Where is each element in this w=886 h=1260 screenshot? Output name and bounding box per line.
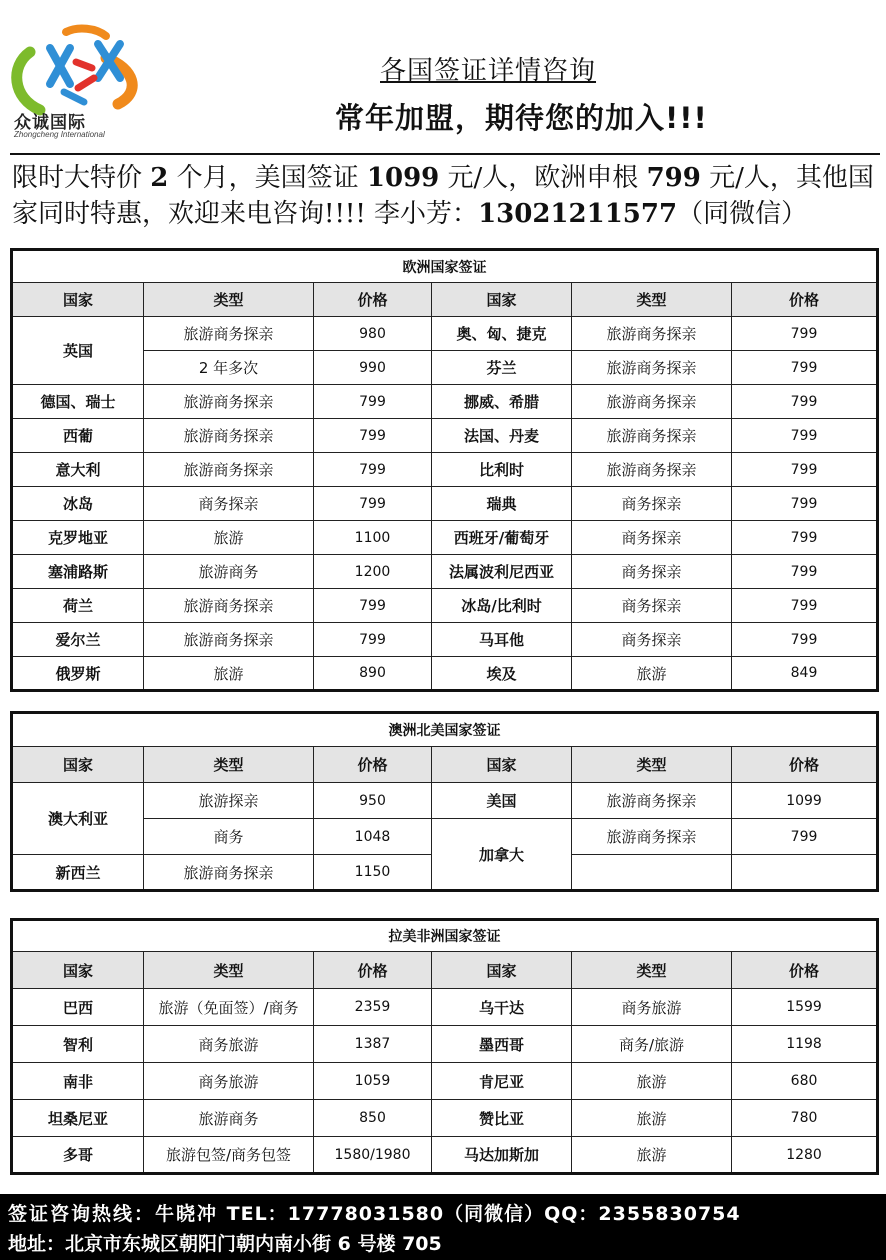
header-price: 价格 — [732, 952, 878, 989]
promo-eu-price: 799 — [646, 163, 701, 193]
oceania-na-visa-table — [10, 711, 879, 892]
price-cell: 1198 — [732, 1026, 878, 1063]
type-cell: 旅游商务探亲 — [144, 419, 314, 453]
type-cell: 商务旅游 — [144, 1026, 314, 1063]
header-price: 价格 — [314, 747, 432, 783]
promo-text-part: 元/人，其他国 — [700, 163, 874, 193]
price-cell: 799 — [732, 453, 878, 487]
header-country: 国家 — [12, 952, 144, 989]
country-cell: 英国 — [12, 317, 144, 385]
header-type: 类型 — [144, 952, 314, 989]
promo-text-part: （同微信） — [677, 199, 808, 229]
type-cell: 旅游商务探亲 — [572, 385, 732, 419]
footer-hotline-line — [8, 1199, 741, 1226]
type-cell: 旅游商务探亲 — [144, 453, 314, 487]
country-cell: 赞比亚 — [432, 1100, 572, 1137]
price-cell: 799 — [732, 819, 878, 855]
type-cell: 商务旅游 — [572, 989, 732, 1026]
type-cell: 商务探亲 — [572, 623, 732, 657]
price-cell: 799 — [314, 589, 432, 623]
type-cell: 旅游包签/商务包签 — [144, 1137, 314, 1174]
promo-text — [12, 160, 878, 232]
footer-contact-bar — [0, 1194, 886, 1260]
country-cell: 乌干达 — [432, 989, 572, 1026]
promo-text-part: 元/人，欧洲申根 — [439, 163, 647, 193]
logo-name: 众诚国际 — [14, 113, 86, 133]
empty-cell — [732, 855, 878, 891]
country-cell: 南非 — [12, 1063, 144, 1100]
country-cell: 意大利 — [12, 453, 144, 487]
type-cell: 旅游商务 — [144, 1100, 314, 1137]
table-row — [12, 1137, 878, 1174]
price-cell: 1100 — [314, 521, 432, 555]
price-cell: 1599 — [732, 989, 878, 1026]
price-cell: 799 — [314, 385, 432, 419]
table-row — [12, 487, 878, 521]
table-row — [12, 555, 878, 589]
type-cell: 旅游商务探亲 — [572, 783, 732, 819]
price-cell: 890 — [314, 657, 432, 691]
type-cell: 商务探亲 — [572, 589, 732, 623]
type-cell: 旅游 — [144, 657, 314, 691]
country-cell: 爱尔兰 — [12, 623, 144, 657]
header-country: 国家 — [432, 747, 572, 783]
table-title: 欧洲国家签证 — [12, 250, 878, 283]
price-cell: 2359 — [314, 989, 432, 1026]
empty-cell — [572, 855, 732, 891]
country-cell: 俄罗斯 — [12, 657, 144, 691]
price-cell: 799 — [732, 623, 878, 657]
price-cell: 849 — [732, 657, 878, 691]
price-cell: 799 — [314, 419, 432, 453]
footer-address: 地址：北京市东城区朝阳门朝内南小街 6 号楼 705 — [8, 1233, 442, 1255]
logo-orange-top — [66, 29, 106, 36]
type-cell: 旅游探亲 — [144, 783, 314, 819]
price-cell: 1200 — [314, 555, 432, 589]
price-cell: 799 — [314, 487, 432, 521]
country-cell: 坦桑尼亚 — [12, 1100, 144, 1137]
header-price: 价格 — [314, 283, 432, 317]
country-cell: 荷兰 — [12, 589, 144, 623]
promo-text-part: 个月，美国签证 — [168, 163, 367, 193]
price-cell: 799 — [732, 385, 878, 419]
price-cell: 1059 — [314, 1063, 432, 1100]
type-cell: 2 年多次 — [144, 351, 314, 385]
type-cell: 旅游商务探亲 — [572, 419, 732, 453]
country-cell: 挪威、希腊 — [432, 385, 572, 419]
type-cell: 商务探亲 — [572, 555, 732, 589]
table-row — [12, 419, 878, 453]
header-country: 国家 — [12, 747, 144, 783]
header-type: 类型 — [572, 952, 732, 989]
price-cell: 1387 — [314, 1026, 432, 1063]
table-title: 拉美非洲国家签证 — [12, 920, 878, 952]
header-price: 价格 — [314, 952, 432, 989]
header-divider — [10, 153, 880, 155]
table-row — [12, 521, 878, 555]
table-row — [12, 385, 878, 419]
europe-visa-table — [10, 248, 879, 692]
promo-text-part: 限时大特价 — [12, 163, 151, 193]
table-title: 澳洲北美国家签证 — [12, 713, 878, 747]
price-cell: 1150 — [314, 855, 432, 891]
type-cell: 商务 — [144, 819, 314, 855]
page-title: 各国签证详情咨询 — [380, 56, 597, 86]
latam-africa-visa-table — [10, 918, 879, 1175]
country-cell: 新西兰 — [12, 855, 144, 891]
price-cell: 780 — [732, 1100, 878, 1137]
price-cell: 799 — [732, 521, 878, 555]
header-country: 国家 — [12, 283, 144, 317]
header-type: 类型 — [144, 747, 314, 783]
price-cell: 850 — [314, 1100, 432, 1137]
price-cell: 1280 — [732, 1137, 878, 1174]
header-price: 价格 — [732, 283, 878, 317]
country-cell: 法国、丹麦 — [432, 419, 572, 453]
table-row — [12, 453, 878, 487]
country-cell: 法属波利尼西亚 — [432, 555, 572, 589]
table-row — [12, 623, 878, 657]
country-cell: 澳大利亚 — [12, 783, 144, 855]
type-cell: 商务/旅游 — [572, 1026, 732, 1063]
price-cell: 1099 — [732, 783, 878, 819]
header-country: 国家 — [432, 283, 572, 317]
header-price: 价格 — [732, 747, 878, 783]
country-cell: 瑞典 — [432, 487, 572, 521]
table-row — [12, 657, 878, 691]
table-row — [12, 1100, 878, 1137]
promo-phone: 13021211577 — [478, 199, 678, 229]
country-cell: 加拿大 — [432, 819, 572, 891]
price-cell: 799 — [732, 351, 878, 385]
country-cell: 马耳他 — [432, 623, 572, 657]
type-cell: 旅游商务 — [144, 555, 314, 589]
price-cell: 950 — [314, 783, 432, 819]
country-cell: 克罗地亚 — [12, 521, 144, 555]
type-cell: 旅游（免面签）/商务 — [144, 989, 314, 1026]
country-cell: 西葡 — [12, 419, 144, 453]
country-cell: 比利时 — [432, 453, 572, 487]
country-cell: 肯尼亚 — [432, 1063, 572, 1100]
table-row — [12, 989, 878, 1026]
price-cell: 799 — [732, 555, 878, 589]
type-cell: 商务探亲 — [572, 487, 732, 521]
table-row — [12, 589, 878, 623]
type-cell: 旅游商务探亲 — [572, 819, 732, 855]
country-cell: 德国、瑞士 — [12, 385, 144, 419]
type-cell: 旅游商务探亲 — [144, 317, 314, 351]
type-cell: 旅游商务探亲 — [572, 453, 732, 487]
promo-us-price: 1099 — [366, 163, 440, 193]
header-country: 国家 — [432, 952, 572, 989]
country-cell: 墨西哥 — [432, 1026, 572, 1063]
country-cell: 马达加斯加 — [432, 1137, 572, 1174]
country-cell: 巴西 — [12, 989, 144, 1026]
type-cell: 旅游 — [144, 521, 314, 555]
logo-blue-bottom — [64, 92, 84, 102]
country-cell: 智利 — [12, 1026, 144, 1063]
table-row — [12, 317, 878, 351]
country-cell: 美国 — [432, 783, 572, 819]
type-cell: 旅游商务探亲 — [144, 589, 314, 623]
country-cell: 芬兰 — [432, 351, 572, 385]
country-cell: 西班牙/葡萄牙 — [432, 521, 572, 555]
footer-tel-qq: TEL：17778031580（同微信）QQ：2355830754 — [226, 1203, 741, 1225]
table-row — [12, 783, 878, 819]
table-row — [12, 1026, 878, 1063]
price-cell: 980 — [314, 317, 432, 351]
logo-red-mark — [76, 62, 94, 88]
type-cell: 旅游商务探亲 — [144, 855, 314, 891]
logo-subtitle: Zhongcheng International — [14, 130, 105, 139]
page-subtitle: 常年加盟，期待您的加入!!! — [335, 101, 708, 135]
type-cell: 旅游 — [572, 1100, 732, 1137]
price-cell: 799 — [732, 419, 878, 453]
country-cell: 埃及 — [432, 657, 572, 691]
type-cell: 旅游商务探亲 — [572, 317, 732, 351]
promo-text-part: 家同时特惠，欢迎来电咨询!!!! 李小芳： — [12, 199, 479, 229]
header-type: 类型 — [144, 283, 314, 317]
price-cell: 680 — [732, 1063, 878, 1100]
country-cell: 塞浦路斯 — [12, 555, 144, 589]
type-cell: 商务旅游 — [144, 1063, 314, 1100]
price-cell: 799 — [314, 453, 432, 487]
type-cell: 旅游商务探亲 — [572, 351, 732, 385]
type-cell: 商务探亲 — [144, 487, 314, 521]
country-cell: 多哥 — [12, 1137, 144, 1174]
price-cell: 799 — [732, 487, 878, 521]
header-type: 类型 — [572, 747, 732, 783]
type-cell: 旅游 — [572, 1063, 732, 1100]
type-cell: 旅游 — [572, 657, 732, 691]
country-cell: 奥、匈、捷克 — [432, 317, 572, 351]
price-cell: 799 — [314, 623, 432, 657]
price-cell: 799 — [732, 317, 878, 351]
country-cell: 冰岛 — [12, 487, 144, 521]
price-cell: 1580/1980 — [314, 1137, 432, 1174]
header-type: 类型 — [572, 283, 732, 317]
table-row — [12, 1063, 878, 1100]
promo-months: 2 — [150, 163, 169, 193]
type-cell: 旅游商务探亲 — [144, 385, 314, 419]
price-cell: 1048 — [314, 819, 432, 855]
type-cell: 旅游 — [572, 1137, 732, 1174]
type-cell: 旅游商务探亲 — [144, 623, 314, 657]
logo-blue-x1 — [50, 48, 70, 84]
footer-hotline: 签证咨询热线：牛晓冲 — [8, 1203, 219, 1225]
price-cell: 799 — [732, 589, 878, 623]
country-cell: 冰岛/比利时 — [432, 589, 572, 623]
logo-green-arc — [17, 52, 40, 110]
type-cell: 商务探亲 — [572, 521, 732, 555]
price-cell: 990 — [314, 351, 432, 385]
